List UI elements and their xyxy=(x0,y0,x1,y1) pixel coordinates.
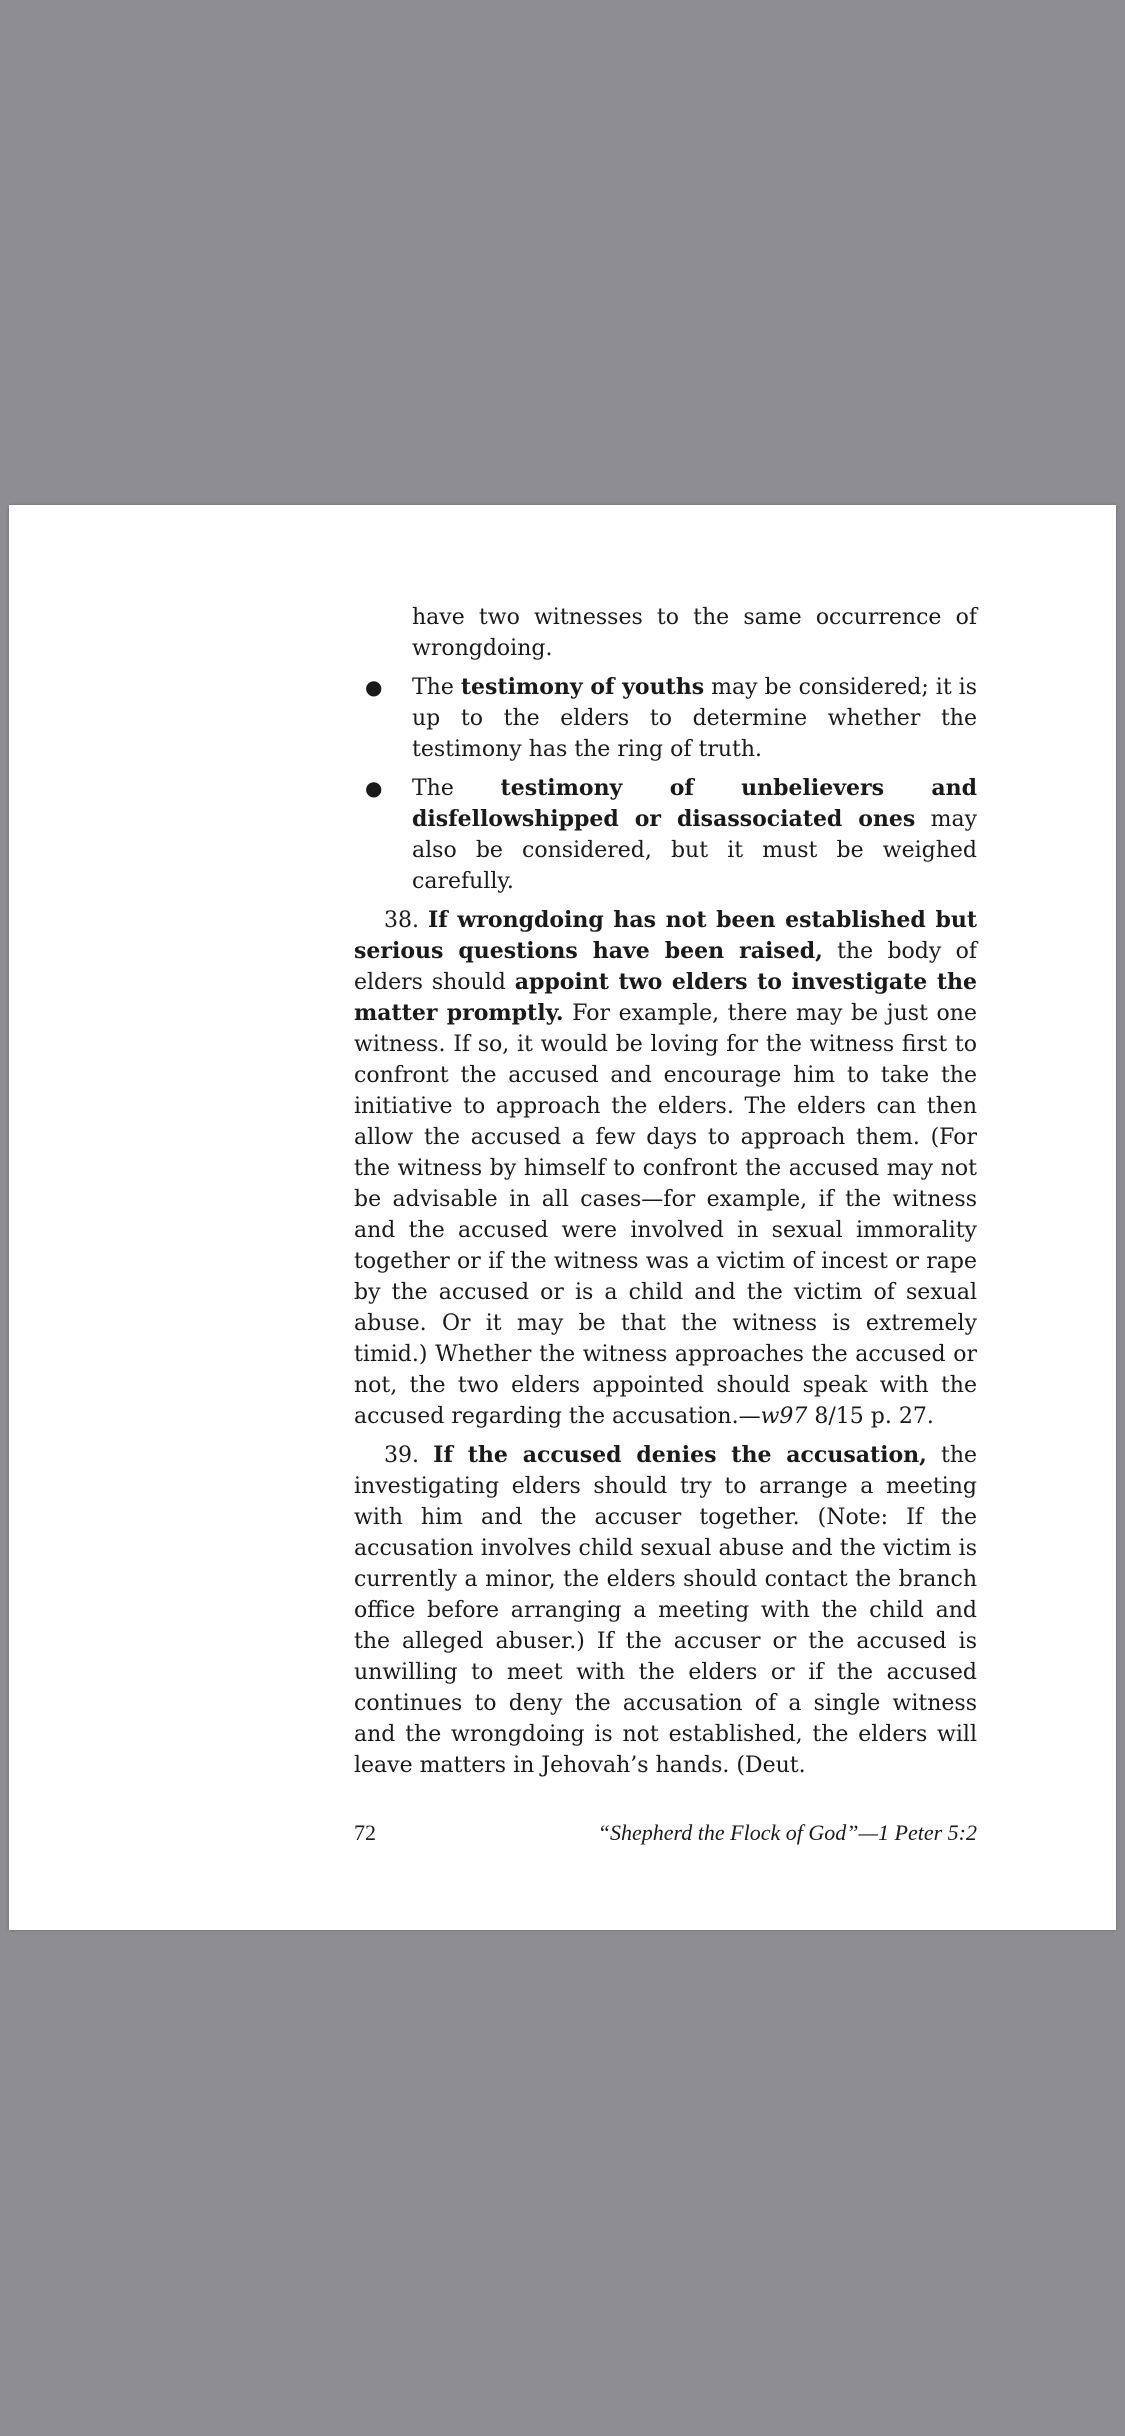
document-page xyxy=(9,505,1116,1930)
body-text: the body of elders should xyxy=(354,939,977,995)
body-text: may also be considered, but it must be weighed carefully. xyxy=(412,807,977,894)
bullet-item-unbelievers xyxy=(354,773,977,897)
paragraph-38 xyxy=(354,905,977,1432)
bullet-dot-icon: ● xyxy=(365,675,383,699)
bold-text: If the accused denies the accusation, xyxy=(433,1442,927,1468)
body-text: The xyxy=(412,776,501,801)
body-text: The xyxy=(412,675,461,700)
continued-paragraph xyxy=(354,602,977,664)
bold-text: If wrongdoing has not been established but serious questions have been raised, xyxy=(354,907,977,964)
paragraph-number: 38. xyxy=(384,908,428,933)
bullet-dot-icon: ● xyxy=(365,776,383,800)
bullet-item-youths xyxy=(354,672,977,765)
book-title: “Shepherd the Flock of God”—1 Peter 5:2 xyxy=(597,1820,977,1845)
bold-text: testimony of youths xyxy=(460,674,705,700)
italic-reference: w97 xyxy=(760,1404,808,1429)
bold-text: testimony of unbelievers and disfellowshipped or disassociated ones xyxy=(412,775,977,832)
body-text: For example, there may be just one witness. If so, it would be loving for the witness first to confront the accused and encourage him to take the initiative to approach the elders. The elders can then allow the accused a few days to approach them. (For the witness by himself to confront the accused may not be advisable in all cases—for example, if the witness and the accused were involved in sexual immorality together or if the witness was a victim of incest or rape by the accused or is a child and the victim of sexual abuse. Or it may be that the witness is extremely timid.) Whether the witness approaches the accused or not, the two elders appointed should speak with the accused regarding the accusation.— xyxy=(354,1001,977,1429)
page-number: 72 xyxy=(354,1820,376,1845)
body-text: have two witnesses to the same occurrence of wrongdoing. xyxy=(412,605,977,661)
page-body xyxy=(354,602,977,1789)
bold-text: appoint two elders to investigate the matter promptly. xyxy=(354,969,977,1026)
body-text: may be considered; it is up to the elders to determine whether the testimony has the ring of truth. xyxy=(412,675,977,762)
body-text: the investigating elders should try to arrange a meeting with him and the accuser together. (Note: If the accusation involves child sexual abuse and the victim is currently a minor, the elders should contact the branch office before arranging a meeting with the child and the alleged abuser.) If the accuser or the accused is unwilling to meet with the elders or if the accused continues to deny the accusation of a single witness and the wrongdoing is not established, the elders will leave matters in Jehovah’s hands. (Deut. xyxy=(354,1443,978,1778)
paragraph-39 xyxy=(354,1440,977,1781)
paragraph-number: 39. xyxy=(384,1443,434,1468)
body-text: 8/15 p. 27. xyxy=(807,1404,934,1429)
